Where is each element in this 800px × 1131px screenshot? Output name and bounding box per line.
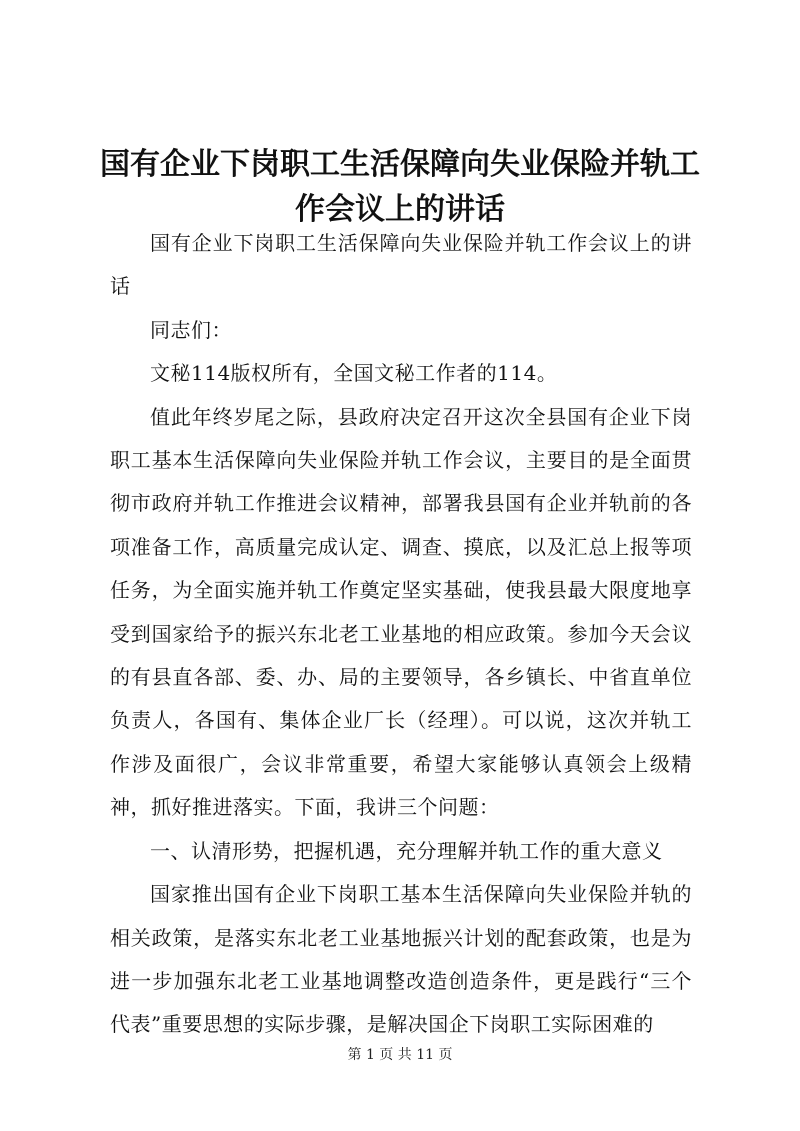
paragraph-policy-significance: 国家推出国有企业下岗职工基本生活保障向失业保险并轨的相关政策，是落实东北老工业基地振兴计划的配套政策，也是为进一步加强东北老工业基地调整改造创造条件，更是践行“三个代表”重要思想的实际步骤，是解决国企下岗职工实际困难的 <box>110 882 692 1037</box>
paragraph-meeting-purpose: 值此年终岁尾之际，县政府决定召开这次全县国有企业下岗职工基本生活保障向失业保险并轨工作会议，主要目的是全面贯彻市政府并轨工作推进会议精神，部署我县国有企业并轨前的各项准备工作，高质量完成认定、调查、摸底，以及汇总上报等项任务，为全面实施并轨工作奠定坚实基础，使我县最大限度地享受到国家给予的振兴东北老工业基地的相应政策。参加今天会议的有县直各部、委、办、局的主要领导，各乡镇长、中省直单位负责人，各国有、集体企业厂长（经理）。可以说，这次并轨工作涉及面很广，会议非常重要，希望大家能够认真领会上级精神，抓好推进落实。下面，我讲三个问题： <box>110 404 692 820</box>
paragraph-salutation: 同志们： <box>150 317 232 342</box>
paragraph-copyright-note: 文秘114版权所有，全国文秘工作者的114。 <box>150 361 558 386</box>
paragraph-repeated-title: 国有企业下岗职工生活保障向失业保险并轨工作会议上的讲话 <box>110 231 692 299</box>
page-number-footer: 第 1 页 共 11 页 <box>347 1047 453 1063</box>
document-title: 国有企业下岗职工生活保障向失业保险并轨工作会议上的讲话 <box>100 147 700 227</box>
section-heading-one: 一、认清形势，把握机遇，充分理解并轨工作的重大意义 <box>150 838 663 863</box>
document-body <box>110 222 692 1047</box>
